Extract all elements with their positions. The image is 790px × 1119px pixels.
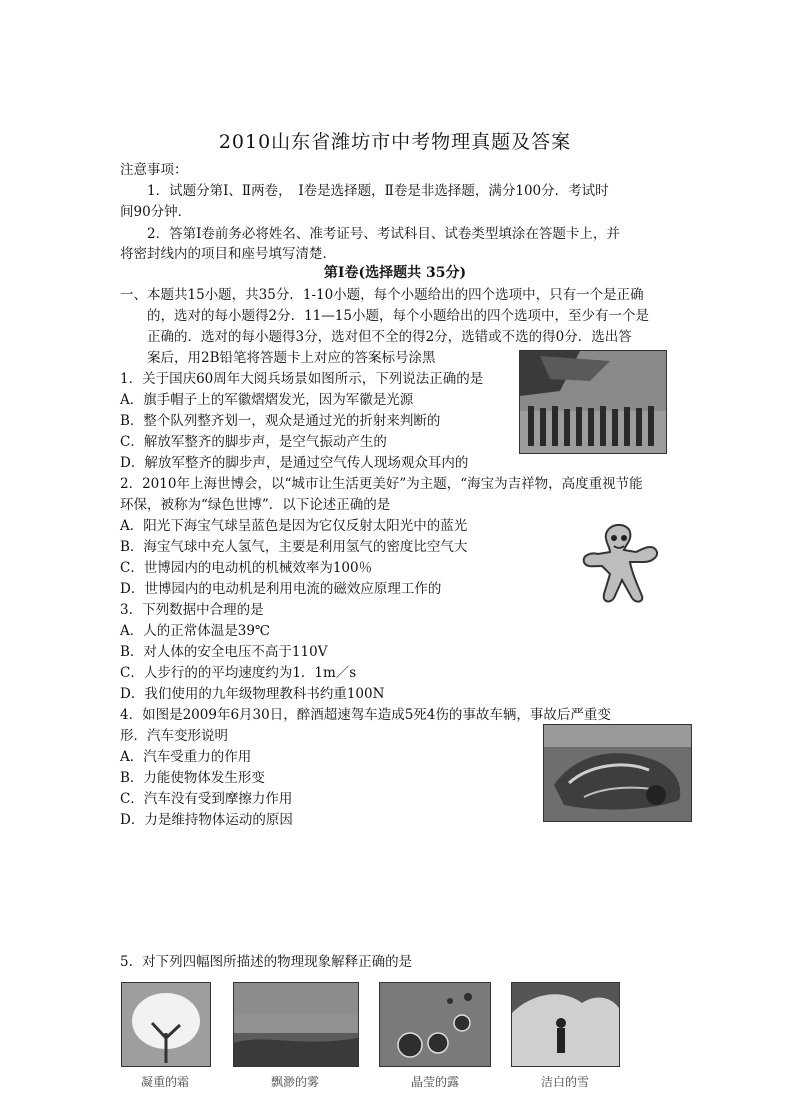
q1-option-d: D．解放军整齐的脚步声，是通过空气传人现场观众耳内的 bbox=[120, 455, 469, 471]
dew-photo bbox=[379, 982, 491, 1067]
q4-stem-1: 4．如图是2009年6月30日，醉酒超速驾车造成5死4伤的事故车辆，事故后严重变 bbox=[120, 707, 611, 723]
q3-option-b: B．对人体的安全电压不高于110V bbox=[120, 644, 328, 660]
q5-stem: 5．对下列四幅图所描述的物理现象解释正确的是 bbox=[120, 954, 413, 970]
q3-option-a: A．人的正常体温是39℃ bbox=[120, 623, 271, 639]
part-line-4: 案后，用2B铅笔将答题卡上对应的答案标号涂黑 bbox=[147, 350, 436, 366]
caption-fog: 飘渺的雾 bbox=[270, 1075, 319, 1089]
page-title: 2010山东省潍坊市中考物理真题及答案 bbox=[218, 131, 572, 153]
q4-option-c: C．汽车没有受到摩擦力作用 bbox=[120, 791, 293, 807]
snow-photo bbox=[511, 982, 620, 1067]
q4-stem-2: 形．汽车变形说明 bbox=[120, 728, 228, 744]
q1-option-b: B．整个队列整齐划一，观众是通过光的折射来判断的 bbox=[120, 413, 441, 429]
caption-frost: 凝重的霜 bbox=[140, 1075, 189, 1089]
q3-stem: 3．下列数据中合理的是 bbox=[120, 602, 264, 618]
q1-option-c: C．解放军整齐的脚步声，是空气振动产生的 bbox=[120, 434, 387, 450]
section-heading: 第Ⅰ卷(选择题共 35分) bbox=[323, 265, 467, 281]
parade-image bbox=[520, 351, 666, 453]
haibao-mascot-image bbox=[580, 522, 660, 604]
q3-option-d: D．我们使用的九年级物理教科书约重100N bbox=[120, 686, 385, 702]
fog-landscape-image bbox=[234, 983, 358, 1066]
notice-line-3: 2．答第Ⅰ卷前务必将姓名、准考证号、考试科目、试卷类型填涂在答题卡上，并 bbox=[147, 226, 620, 242]
frost-tree-image bbox=[122, 983, 210, 1066]
notice-line-2: 间90分钟． bbox=[120, 204, 192, 220]
q1-stem: 1．关于国庆60周年大阅兵场景如图所示，下列说法正确的是 bbox=[120, 371, 484, 387]
fog-photo bbox=[233, 982, 359, 1067]
dew-drops-image bbox=[380, 983, 490, 1066]
part-line-2: 的，选对的每小题得2分．11—15小题，每个小题给出的四个选项中，至少有一个是 bbox=[147, 308, 649, 324]
caption-dew: 晶莹的露 bbox=[410, 1075, 459, 1089]
q2-stem-2: 环保，被称为“绿色世博”．以下论述正确的是 bbox=[120, 497, 391, 513]
q2-option-a: A．阳光下海宝气球呈蓝色是因为它仅反射太阳光中的蓝光 bbox=[120, 518, 468, 534]
car-wreck-photo bbox=[543, 724, 692, 822]
notice-heading: 注意事项： bbox=[120, 162, 188, 178]
snow-scene-image bbox=[512, 983, 619, 1066]
q3-option-c: C．人步行的的平均速度约为1．1m／s bbox=[120, 665, 357, 681]
parade-photo bbox=[519, 350, 667, 454]
caption-snow: 洁白的雪 bbox=[540, 1075, 589, 1089]
q4-option-a: A．汽车受重力的作用 bbox=[120, 749, 252, 765]
q2-option-d: D．世博园内的电动机是利用电流的磁效应原理工作的 bbox=[120, 581, 442, 597]
q2-stem-1: 2．2010年上海世博会，以“城市让生活更美好”为主题，“海宝为吉祥物，高度重视节能 bbox=[120, 476, 643, 492]
q1-option-a: A．旗手帽子上的军徽熠熠发光，因为军徽是光源 bbox=[120, 392, 414, 408]
part-line-3: 正确的．选对的每小题得3分，选对但不全的得2分，选错或不选的得0分．选出答 bbox=[147, 329, 632, 345]
notice-line-4: 将密封线内的项目和座号填写清楚． bbox=[120, 246, 336, 262]
car-wreck-image bbox=[544, 725, 691, 821]
part-line-1: 一、本题共15小题，共35分．1-10小题，每个小题给出的四个选项中，只有一个是正确 bbox=[120, 287, 644, 303]
notice-line-1: 1．试题分第Ⅰ、Ⅱ两卷， Ⅰ卷是选择题，Ⅱ卷是非选择题，满分100分．考试时 bbox=[147, 183, 609, 199]
frost-photo bbox=[121, 982, 211, 1067]
q4-option-d: D．力是维持物体运动的原因 bbox=[120, 812, 293, 828]
q2-option-c: C．世博园内的电动机的机械效率为100％ bbox=[120, 560, 373, 576]
q4-option-b: B．力能使物体发生形变 bbox=[120, 770, 265, 786]
q2-option-b: B．海宝气球中充人氢气，主要是利用氢气的密度比空气大 bbox=[120, 539, 468, 555]
